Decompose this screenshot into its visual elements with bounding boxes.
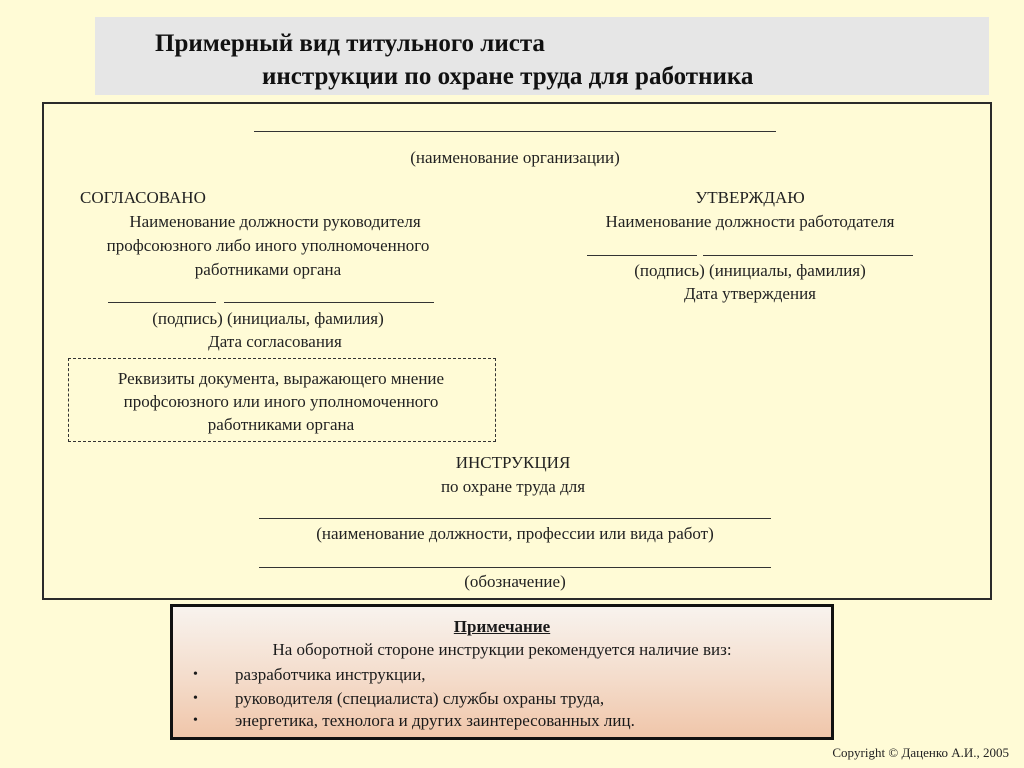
- agreed-signature-caption: (подпись) (инициалы, фамилия): [152, 309, 384, 328]
- note-bullet-2: •: [193, 691, 198, 706]
- agreed-date-caption: Дата согласования: [208, 332, 342, 351]
- approve-date-caption: Дата утверждения: [684, 284, 816, 303]
- note-box: [170, 604, 834, 740]
- position-line: [259, 518, 771, 519]
- designation-line: [259, 567, 771, 568]
- requisites-line2: профсоюзного или иного уполномоченного: [123, 392, 439, 411]
- page-title-line2: инструкции по охране труда для работника: [262, 63, 754, 90]
- position-caption: (наименование должности, профессии или вида работ): [316, 524, 714, 543]
- copyright: Copyright © Даценко А.И., 2005: [832, 745, 1009, 760]
- org-name-line: [254, 131, 776, 132]
- agreed-line1: Наименование должности руководителя: [129, 212, 421, 231]
- note-bullet-3: •: [193, 713, 198, 728]
- instruction-subheading: по охране труда для: [440, 477, 586, 496]
- agreed-signature-line: [108, 302, 216, 303]
- agreed-heading: СОГЛАСОВАНО: [80, 188, 206, 207]
- instruction-heading: ИНСТРУКЦИЯ: [455, 453, 571, 472]
- note-item-1: разработчика инструкции,: [235, 665, 426, 684]
- approve-line1: Наименование должности работодателя: [605, 212, 895, 231]
- agreed-line2: профсоюзного либо иного уполномоченного: [106, 236, 430, 255]
- approve-signature-line: [587, 255, 697, 256]
- approve-name-line: [703, 255, 913, 256]
- approve-heading: УТВЕРЖДАЮ: [695, 188, 805, 207]
- agreed-name-line: [224, 302, 434, 303]
- approve-signature-caption: (подпись) (инициалы, фамилия): [634, 261, 866, 280]
- page-title-line1: Примерный вид титульного листа: [155, 30, 545, 57]
- requisites-line3: работниками органа: [207, 415, 355, 434]
- requisites-line1: Реквизиты документа, выражающего мнение: [117, 369, 445, 388]
- note-title: Примечание: [453, 617, 551, 636]
- note-bullet-1: •: [193, 667, 198, 682]
- agreed-line3: работниками органа: [194, 260, 342, 279]
- note-item-2: руководителя (специалиста) службы охраны труда,: [235, 689, 605, 708]
- note-item-3: энергетика, технолога и других заинтересованных лиц.: [235, 711, 635, 730]
- note-intro: На оборотной стороне инструкции рекомендуется наличие виз:: [272, 640, 732, 659]
- designation-caption: (обозначение): [464, 572, 566, 591]
- org-name-caption: (наименование организации): [410, 148, 620, 167]
